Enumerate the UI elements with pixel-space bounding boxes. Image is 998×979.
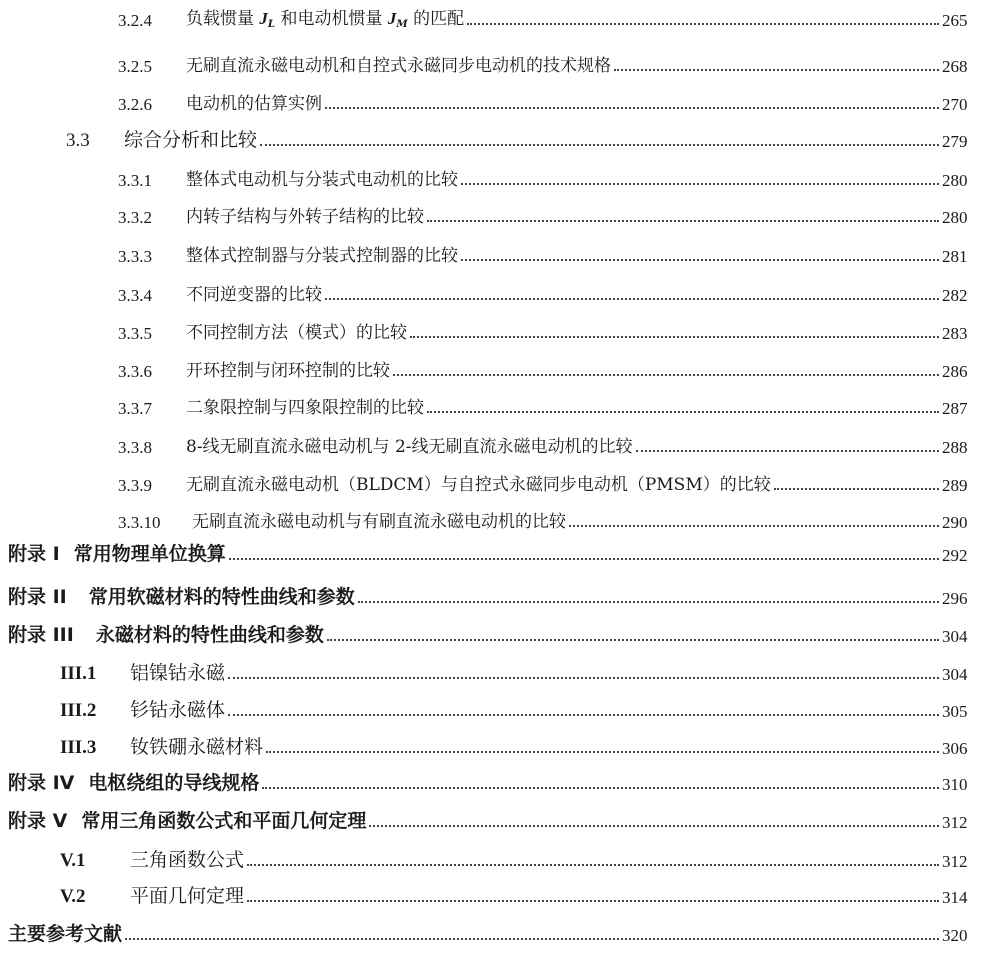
page-number: 286 [942,362,968,381]
toc-entry-3-3-7 [0,400,998,417]
page-number: 283 [942,324,968,343]
entry-number: 3.3.2 [118,208,152,227]
toc-entry-3-3-2 [0,209,998,226]
toc-entry-3-3-1 [0,172,998,189]
page-number: 306 [942,739,968,758]
toc-entry-3-3-4 [0,287,998,304]
entry-title: 二象限控制与四象限控制的比较 [186,398,424,418]
toc-entry-3-3-3 [0,248,998,265]
page-number: 280 [942,208,968,227]
entry-title: 整体式电动机与分装式电动机的比较 [186,170,458,190]
entry-number: 3.2.4 [118,11,152,31]
toc-entry-3-2-4 [0,10,998,29]
entry-number: V.2 [60,886,86,907]
toc-entry-appendix-3 [0,626,998,645]
toc-entry-3-3-10 [0,514,998,531]
page-number: 279 [942,132,968,151]
entry-number: 3.3.10 [118,513,161,532]
dot-leader [260,144,939,146]
page-number: 320 [942,926,968,945]
page-number: 265 [942,11,968,31]
entry-title: 整体式控制器与分装式控制器的比较 [186,246,458,266]
entry-number: 3.3.1 [118,171,152,190]
page-number: 296 [942,589,968,608]
dot-leader [247,864,939,866]
entry-title: 不同控制方法（模式）的比较 [186,323,407,343]
entry-number: 3.3.5 [118,324,152,343]
toc-entry-iii-1 [0,664,998,683]
entry-title: 钐钴永磁体 [130,699,226,721]
dot-leader [358,601,939,603]
dot-leader [393,374,939,376]
entry-title: 无刷直流永磁电动机和自控式永磁同步电动机的技术规格 [186,56,611,76]
entry-title: 电动机的估算实例 [186,94,322,114]
toc-entry-3-3 [0,131,998,150]
dot-leader [247,900,939,902]
toc-entry-iii-2 [0,701,998,720]
toc-entry-3-2-6 [0,96,998,113]
dot-leader [427,220,939,222]
page-number: 314 [942,888,968,907]
entry-title: 铝镍钴永磁 [130,662,226,684]
toc-entry-appendix-5 [0,812,998,831]
toc-entry-3-2-5 [0,58,998,75]
entry-title: 主要参考文献 [8,923,123,945]
page-number: 290 [942,513,968,532]
entry-number: 3.2.6 [118,95,152,114]
page-number: 292 [942,546,968,565]
dot-leader [461,259,939,261]
dot-leader [467,23,939,25]
entry-title: 常用软磁材料的特性曲线和参数 [88,586,355,608]
toc-entry-appendix-4 [0,774,998,793]
entry-number: 3.3.3 [118,247,152,266]
page-number: 268 [942,57,968,76]
dot-leader [228,714,939,716]
toc-entry-3-3-5 [0,325,998,342]
toc-entry-v-2 [0,887,998,906]
entry-number: 附录 V [8,810,68,832]
page-number: 305 [942,702,968,721]
toc-entry-references [0,925,998,944]
dot-leader [228,677,939,679]
dot-leader [636,450,939,452]
dot-leader [369,825,939,827]
entry-number: 附录 II [8,586,67,608]
page-number: 310 [942,775,968,794]
page-number: 270 [942,95,968,114]
entry-number: 附录 III [8,624,74,646]
entry-title: 常用物理单位换算 [73,543,226,565]
entry-title: 8-线无刷直流永磁电动机与 2-线无刷直流永磁电动机的比较 [186,437,633,457]
entry-title: 永磁材料的特性曲线和参数 [95,624,324,646]
toc-entry-appendix-2 [0,588,998,607]
entry-title: 无刷直流永磁电动机（BLDCM）与自控式永磁同步电动机（PMSM）的比较 [186,475,771,495]
dot-leader [461,183,939,185]
page-number: 289 [942,476,968,495]
entry-number: 3.2.5 [118,57,152,76]
entry-number: 3.3.7 [118,399,152,418]
entry-title: 综合分析和比较 [124,129,258,151]
entry-number: 3.3.4 [118,286,152,305]
page-number: 304 [942,665,968,684]
toc-entry-3-3-6 [0,363,998,380]
dot-leader [410,336,939,338]
toc-entry-appendix-1 [0,545,998,564]
toc-entry-v-1 [0,851,998,870]
page-number: 281 [942,247,968,266]
dot-leader [427,411,939,413]
dot-leader [614,69,939,71]
entry-title: 不同逆变器的比较 [186,285,322,305]
entry-title: 无刷直流永磁电动机与有刷直流永磁电动机的比较 [192,512,566,532]
entry-number: 3.3.9 [118,476,152,495]
dot-leader [327,639,939,641]
entry-number: 3.3.6 [118,362,152,381]
dot-leader [569,525,939,527]
page-number: 304 [942,627,968,646]
entry-number: III.3 [60,737,97,758]
page-number: 288 [942,438,968,457]
toc-entry-3-3-9 [0,477,998,494]
entry-number: III.1 [60,663,97,684]
entry-title: 钕铁硼永磁材料 [130,736,264,758]
page-number: 287 [942,399,968,418]
entry-title: 常用三角函数公式和平面几何定理 [81,810,367,832]
page-number: 312 [942,813,968,832]
entry-number: V.1 [60,850,86,871]
dot-leader [325,107,939,109]
entry-title: 电枢绕组的导线规格 [88,772,260,794]
dot-leader [325,298,939,300]
entry-title: 三角函数公式 [130,849,245,871]
entry-number: 3.3 [66,130,90,151]
entry-number: III.2 [60,700,97,721]
entry-title: 负载惯量 $J_L$ 和电动机惯量 $J_M$ 的匹配 [186,9,465,31]
dot-leader [229,558,939,560]
entry-title: 平面几何定理 [130,885,245,907]
toc-entry-3-3-8 [0,439,998,456]
entry-number: 附录 I [8,543,60,565]
page-number: 280 [942,171,968,190]
entry-title: 内转子结构与外转子结构的比较 [186,207,424,227]
dot-leader [774,488,939,490]
entry-number: 附录 IV [8,772,75,794]
entry-number: 3.3.8 [118,438,152,457]
dot-leader [125,938,939,940]
toc-entry-iii-3 [0,738,998,757]
page-number: 282 [942,286,968,305]
dot-leader [262,787,939,789]
dot-leader [266,751,939,753]
entry-title: 开环控制与闭环控制的比较 [186,361,390,381]
page-number: 312 [942,852,968,871]
